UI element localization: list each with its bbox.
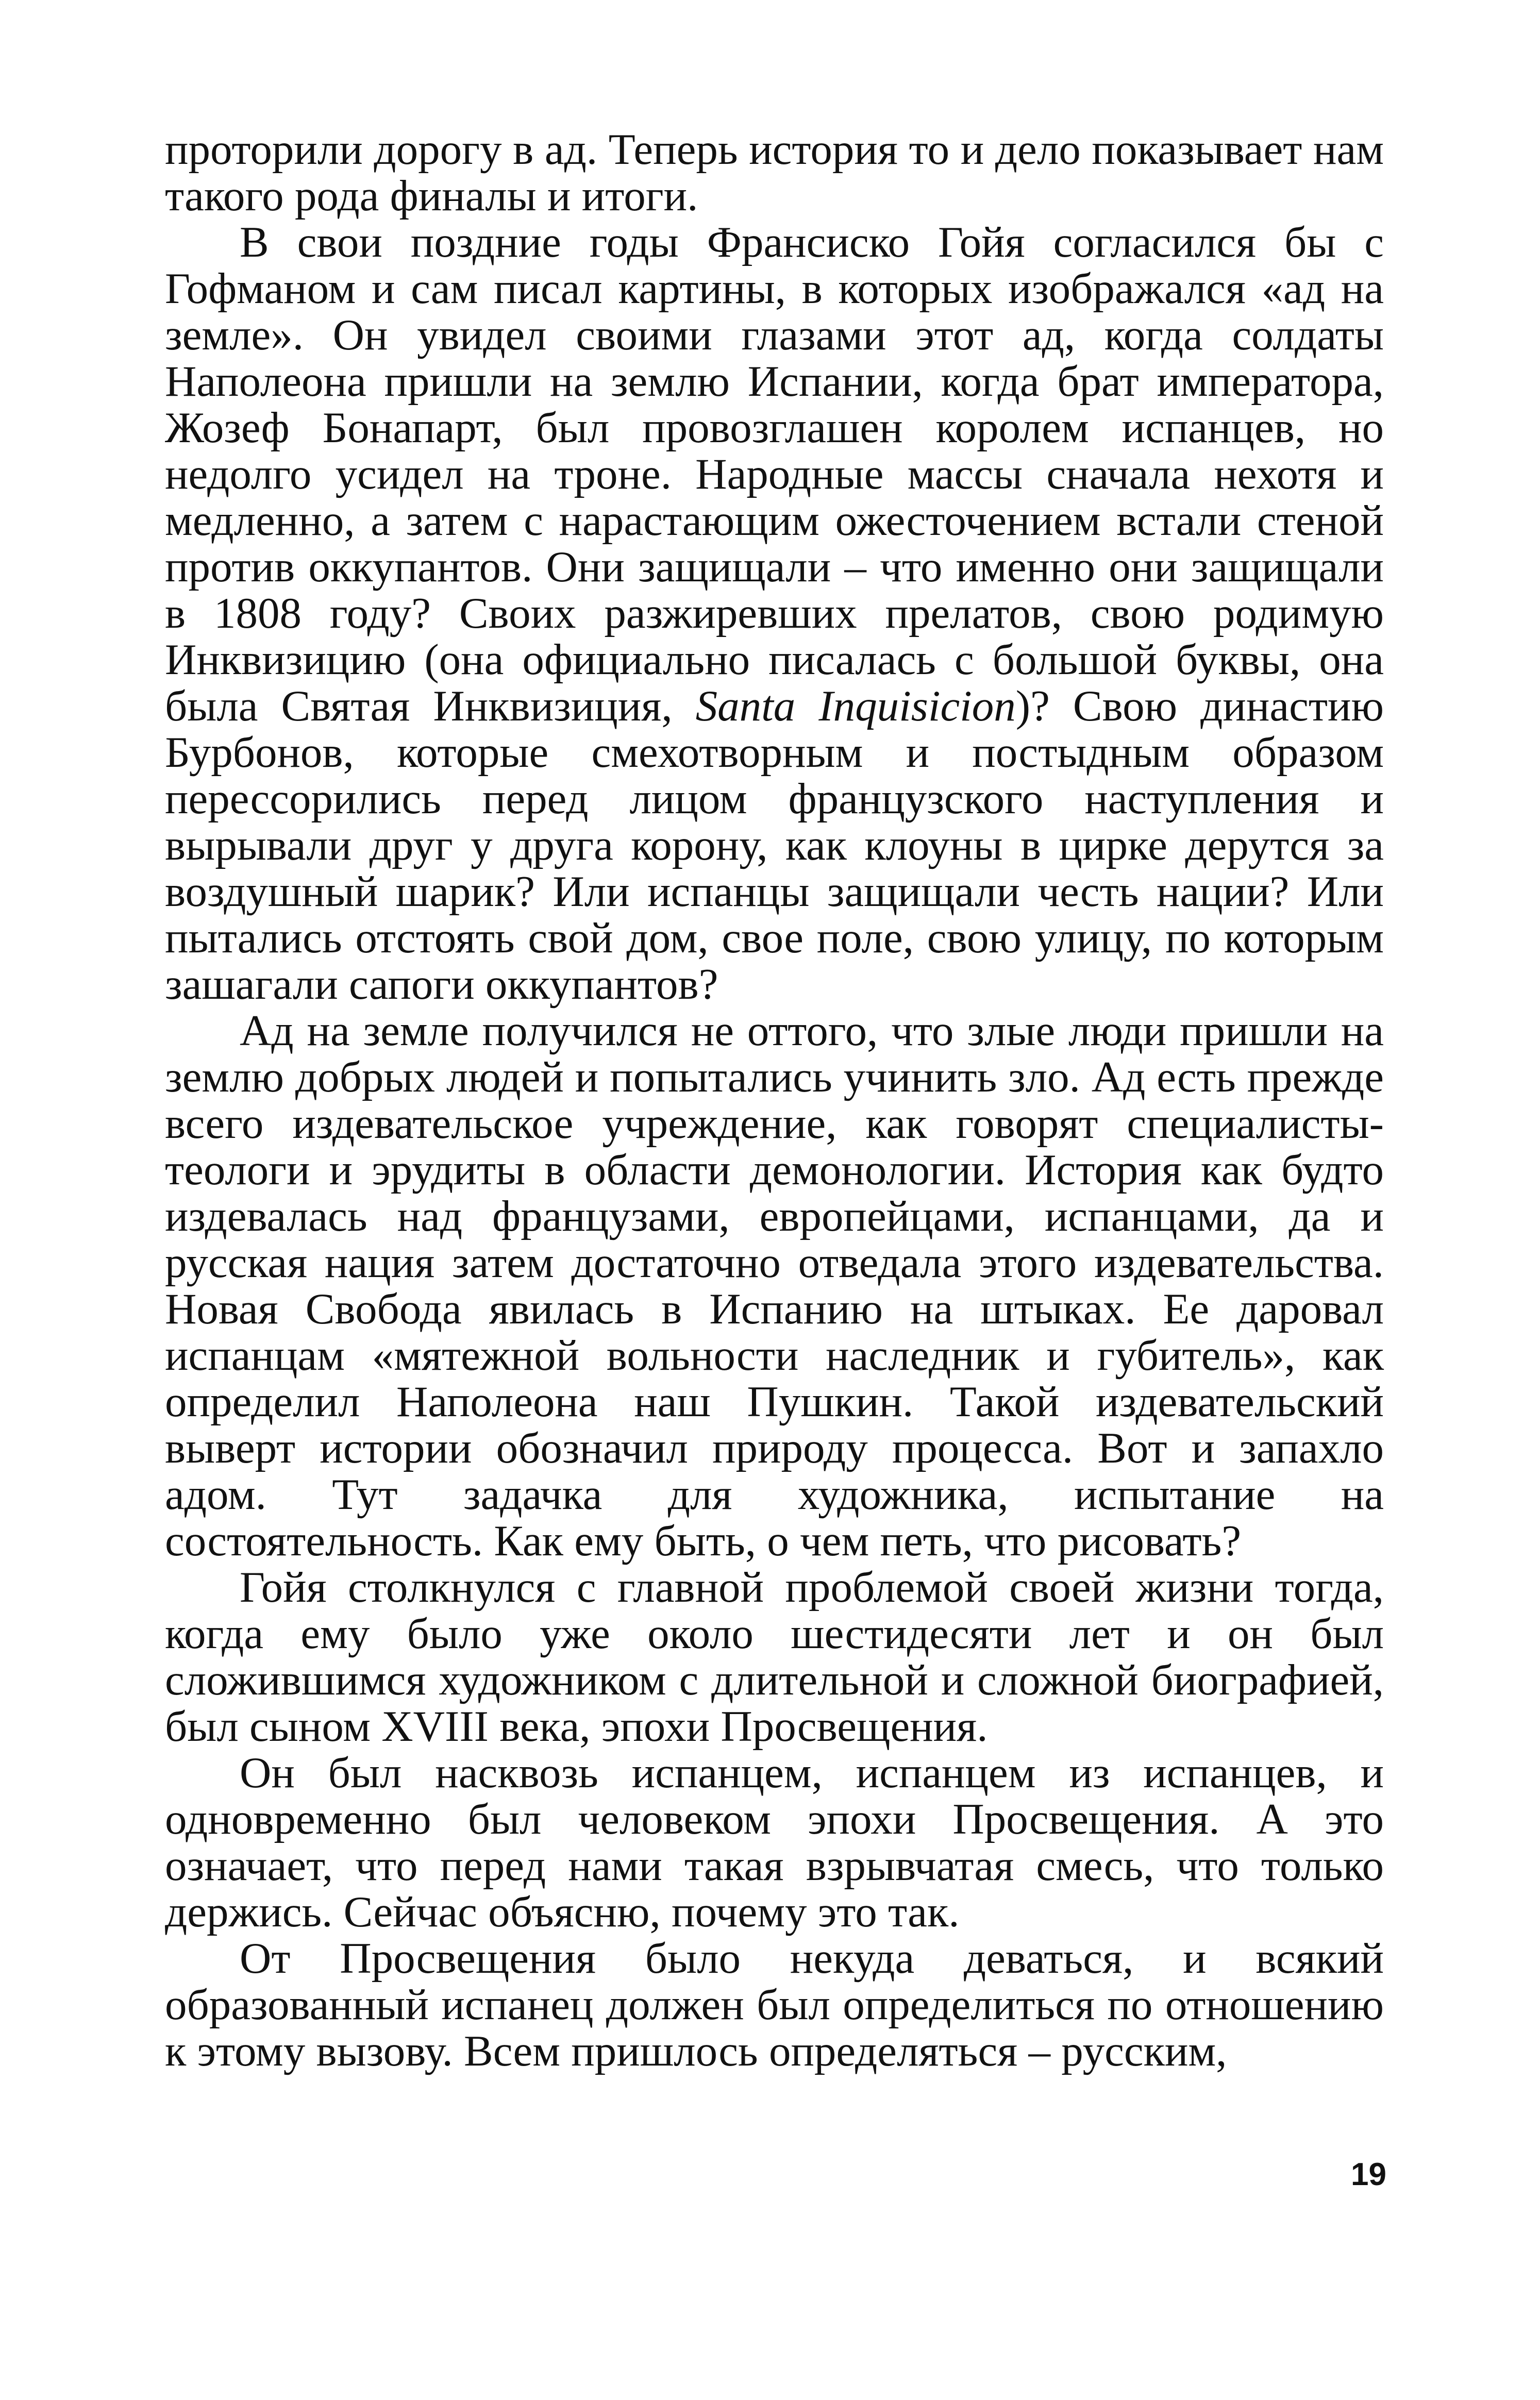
paragraph-2-continuation: )? Свою династию Бурбонов, которые смехотворным и постыдным образом перессорились перед лицом французского наступления и вырывали друг у друга корону, как клоуны в цирке дерутся за воздушный шарик? Или испанцы защищали честь нации? Или пытались отстоять свой дом, свое поле, свою улицу, по которым зашагали сапоги оккупантов? bbox=[165, 682, 1384, 1009]
paragraph-6: От Просвещения было некуда деваться, и всякий образованный испанец должен был определиться по отношению к этому вызову. Всем пришлось определяться – русским, bbox=[165, 1934, 1384, 2075]
paragraph-1: проторили дорогу в ад. Теперь история то и дело показывает нам такого рода финалы и итоги. bbox=[165, 125, 1384, 220]
paragraph-2-text: В свои поздние годы Франсиско Гойя согласился бы с Гофманом и сам писал картины, в которых изображался «ад на земле». Он увидел своими глазами этот ад, когда солдаты Наполеона пришли на землю Испании, когда брат императора, Жозеф Бонапарт, был провозглашен королем испанцев, но недолго усидел на троне. Народные массы сначала нехотя и медленно, а затем с нарастающим ожесточением встали стеной против оккупантов. Они защищали – что именно они защищали в 1808 году? Своих разжиревших прелатов, свою родимую Инквизицию (она официально писалась с большой буквы, она была Святая Инквизиция, bbox=[165, 218, 1384, 730]
page-number: 19 bbox=[1351, 2157, 1386, 2192]
italic-term: Santa Inquisicion bbox=[695, 682, 1016, 730]
paragraph-5: Он был насквозь испанцем, испанцем из испанцев, и одновременно был человеком эпохи Просвещения. А это означает, что перед нами такая взрывчатая смесь, что только держись. Сейчас объясню, почему это так. bbox=[165, 1749, 1384, 1936]
paragraph-4: Гойя столкнулся с главной проблемой своей жизни тогда, когда ему было уже около шестидесяти лет и он был сложившимся художником с длительной и сложной биографией, был сыном XVIII века, эпохи Просвещения. bbox=[165, 1563, 1384, 1751]
body-text bbox=[165, 126, 1384, 2074]
paragraph-2 bbox=[165, 219, 1384, 1008]
paragraph-3: Ад на земле получился не оттого, что злые люди пришли на землю добрых людей и попытались учинить зло. Ад есть прежде всего издевательское учреждение, как говорят специалисты-теологи и эрудиты в области демонологии. История как будто издевалась над французами, европейцами, испанцами, да и русская нация затем достаточно отведала этого издевательства. Новая Свобода явилась в Испанию на штыках. Ее даровал испанцам «мятежной вольности наследник и губитель», как определил Наполеона наш Пушкин. Такой издевательский выверт истории обозначил природу процесса. Вот и запахло адом. Тут задачка для художника, испытание на состоятельность. Как ему быть, о чем петь, что рисовать? bbox=[165, 1006, 1384, 1565]
